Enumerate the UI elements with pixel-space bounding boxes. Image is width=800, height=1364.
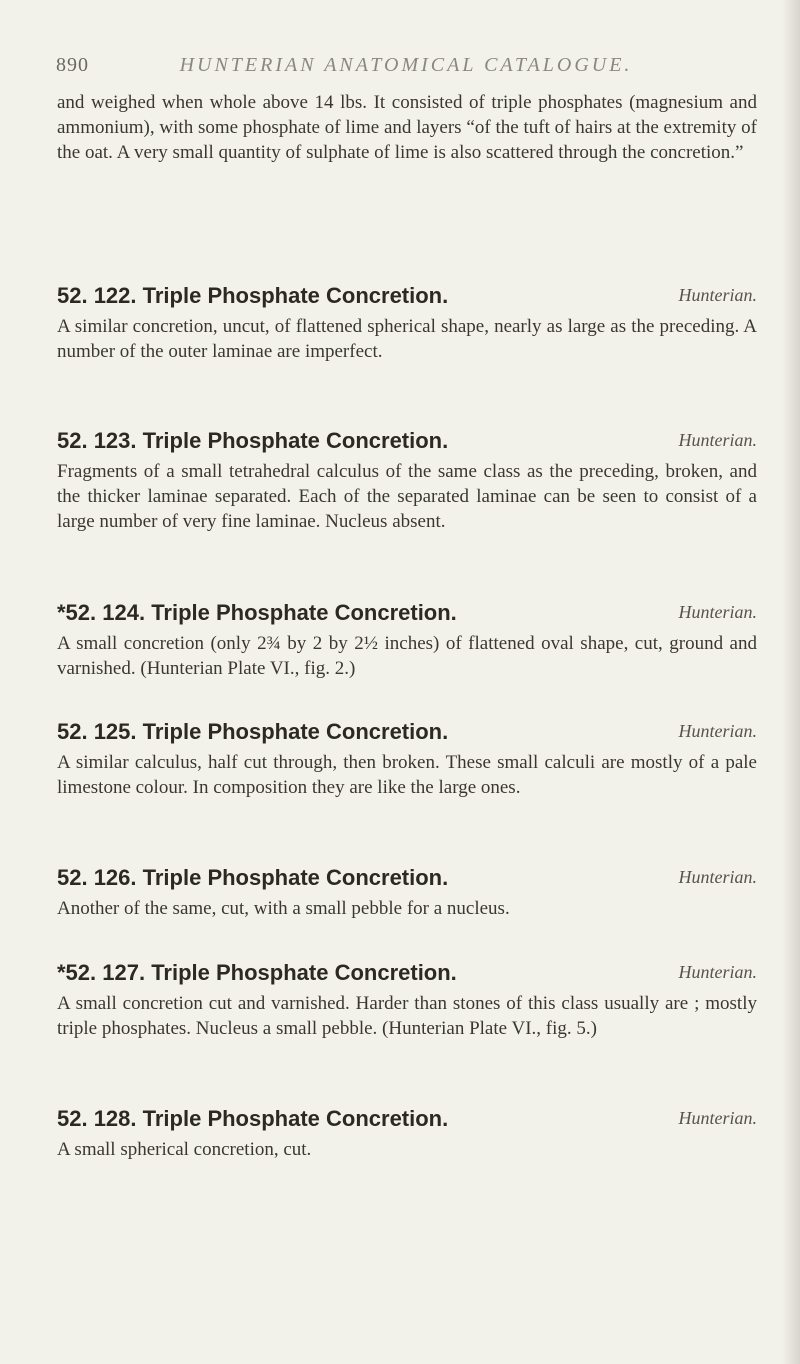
catalogue-entry [57,600,757,682]
entry-heading [57,719,757,749]
entry-title: Triple Phosphate Concretion. [151,600,457,625]
entry-title: Triple Phosphate Concretion. [142,865,449,890]
entry-number: 52. 123. [57,428,137,453]
entry-description: Fragments of a small tetrahedral calculus of the same class as the preceding, broken, and the thicker laminae separated. Each of the separated laminae can be seen to consist of a large number of very fine laminae. Nucleus absent. [57,461,757,532]
entry-title: Triple Phosphate Concretion. [151,960,457,985]
entry-heading [57,865,757,895]
entry-title: Triple Phosphate Concretion. [142,428,449,453]
entry-number: 52. 126. [57,865,137,890]
entry-number: *52. 127. [57,960,146,985]
entry-title: Triple Phosphate Concretion. [142,283,449,308]
entry-source: Hunterian. [678,1108,757,1128]
page-edge-shadow [782,0,800,1364]
entry-description: A similar concretion, uncut, of flattened spherical shape, nearly as large as the preceding. A number of the outer laminae are imperfect. [57,316,757,362]
intro-paragraph: and weighed when whole above 14 lbs. It consisted of triple phosphates (magnesium and ammonium), with some phosphate of lime and layers “of the tuft of hairs at the extremity of the oat. A very small quantity of sulphate of lime is also scattered through the concretion.” [57,92,757,163]
catalogue-entry [57,865,757,922]
running-head [56,54,756,84]
catalogue-entry [57,719,757,801]
catalogue-entry [57,960,757,1042]
entry-heading [57,600,757,630]
entry-heading [57,960,757,990]
entry-source: Hunterian. [678,962,757,982]
entry-heading [57,428,757,458]
page-number: 890 [56,54,89,76]
catalogue-entry [57,1106,757,1163]
entry-source: Hunterian. [678,430,757,450]
entry-number: 52. 128. [57,1106,137,1131]
entry-source: Hunterian. [678,285,757,305]
entry-title: Triple Phosphate Concretion. [142,1106,449,1131]
running-title: HUNTERIAN ANATOMICAL CATALOGUE. [179,54,633,76]
entry-description: A small concretion cut and varnished. Harder than stones of this class usually are ; mostly triple phosphates. Nucleus a small pebble. (Hunterian Plate VI., fig. 5.) [57,993,757,1039]
entry-source: Hunterian. [678,602,757,622]
entry-title: Triple Phosphate Concretion. [142,719,449,744]
entry-description: A small spherical concretion, cut. [57,1139,312,1160]
entry-heading [57,283,757,313]
entry-description: A small concretion (only 2¾ by 2 by 2½ inches) of flattened oval shape, cut, ground and varnished. (Hunterian Plate VI., fig. 2.) [57,633,757,679]
entry-description: Another of the same, cut, with a small pebble for a nucleus. [57,898,510,919]
entry-number: *52. 124. [57,600,146,625]
entry-source: Hunterian. [678,721,757,741]
entry-source: Hunterian. [678,867,757,887]
catalogue-entry [57,428,757,534]
entry-description: A similar calculus, half cut through, then broken. These small calculi are mostly of a pale limestone colour. In composition they are like the large ones. [57,752,757,798]
entry-number: 52. 125. [57,719,137,744]
catalogue-entry [57,283,757,365]
entry-heading [57,1106,757,1136]
entry-number: 52. 122. [57,283,137,308]
